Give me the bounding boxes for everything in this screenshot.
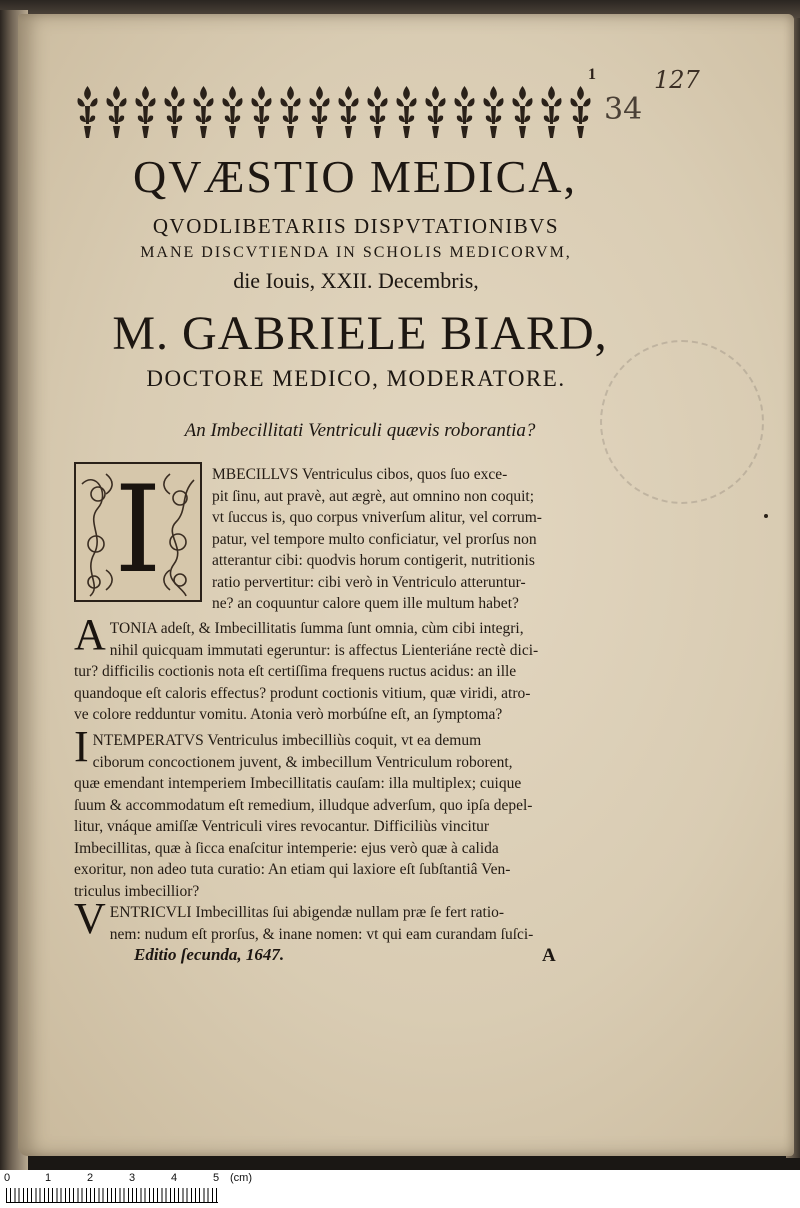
paragraph-imbecillus [212,464,606,615]
paragraph-ventriculi [74,894,606,945]
text-line: nem: nudum eſt prorſus, & inane nomen: vt qui eam curandam ſuſci- [109,925,534,943]
text-line: nihil quicquam immutati egeruntur: is affectus Lienteriáne rectè dici- [109,641,539,659]
text-line: quæ emendant intemperiem Imbecillitatis cauſam: illa multiplex; cuique [74,775,522,792]
text-line: atterantur cibi: quodvis horum contigerit, nutritionis [212,552,535,569]
initial-letter: I [74,722,89,771]
handwritten-signature-number: 34 [604,92,643,127]
title-moderator-name: M. GABRIELE BIARD, [112,307,608,360]
title-mane-discutienda: MANE DISCVTIENDA IN SCHOLIS MEDICORVM, [140,244,572,261]
ruler-labels [0,1172,800,1188]
ruler-label: 4 [171,1172,178,1184]
fleuron-icon [335,84,362,140]
title-quaestio-medica: QVÆSTIO MEDICA, [133,151,577,202]
initial-letter: V [74,894,106,943]
fleuron-icon [451,84,478,140]
fleuron-icon [161,84,188,140]
text-line: triculus imbecillior? [74,882,200,900]
ruler-unit-label: (cm) [230,1172,252,1184]
text-line: ciborum concoctionem juvent, & imbecillum Ventriculum roborent, [92,753,513,771]
fleuron-icon [277,84,304,140]
text-line: MBECILLVS Ventriculus cibos, quos ſuo exce- [212,466,508,483]
text-line: ve colore redduntur vomitu. Atonia verò morbúſne eſt, an ſymptoma? [74,706,503,723]
page-number: 1 [588,66,596,83]
fleuron-icon [393,84,420,140]
ruler-label: 3 [129,1172,136,1184]
text-line: ſuum & accommodatum eſt remedium, illudque adverſum, quo ipſa depel- [74,796,533,814]
title-doctore-medico: DOCTORE MEDICO, MODERATORE. [146,366,566,391]
text-line: ENTRICVLI Imbecillitas ſui abigendæ nullam præ ſe fert ratio- [109,904,505,921]
fleuron-icon [538,84,565,140]
ruler-label: 2 [87,1172,94,1184]
text-line: litur, vnáque amiſſæ Ventriculi vires revocantur. Difficiliùs vincitur [74,818,490,835]
fleuron-icon [103,84,130,140]
fleuron-icon [567,84,594,140]
fleuron-icon [219,84,246,140]
ink-spot [764,514,768,518]
text-line: vt ſuccus is, quo corpus vniverſum alitur, vel corrum- [212,509,542,526]
fleuron-icon [480,84,507,140]
decorated-initial [74,462,202,602]
signature-mark: A [542,945,556,966]
ruler-label: 5 [213,1172,220,1184]
dropcap-letter: I [114,461,162,600]
fleuron-icon [306,84,333,140]
question-heading: An Imbecillitati Ventriculi quævis roborantia? [184,420,536,441]
fleuron-icon [364,84,391,140]
paragraph-intemperatus [74,722,606,902]
handwritten-folio-number: 127 [654,66,700,94]
edition-line: Editio ſecunda, 1647. [134,945,285,964]
fleuron-icon [509,84,536,140]
text-line: pit ſinu, aut pravè, aut ægrè, aut omnino non coquit; [212,487,534,505]
fleuron-icon [132,84,159,140]
ruler-label: 1 [45,1172,52,1184]
fleuron-icon [190,84,217,140]
text-line: NTEMPERATVS Ventriculus imbecilliùs coquit, vt ea demum [92,732,482,749]
fleuron-icon [74,84,101,140]
ruler-label: 0 [4,1172,11,1184]
initial-letter: A [74,610,106,659]
fleuron-icon [248,84,275,140]
text-line: ne? an coquuntur calore quem ille multum habet? [212,595,519,612]
paragraph-atonia [74,610,606,726]
text-line: quandoque eſt caloris effectus? produnt coctionis vitium, quæ viridi, atro- [74,684,531,702]
text-line: exoritur, non adeo tuta curatio: An etiam qui laxiore eſt ſubſtantiâ Ven- [74,861,511,878]
title-quodlibetariis: QVODLIBETARIIS DISPVTATIONIBVS [152,214,560,238]
text-line: patur, vel tempore multo conficiatur, vel prorſus non [212,530,537,548]
text-line: tur? difficilis coctionis nota eſt certiſſima frequens ructus acidus: an ille [74,663,517,680]
scale-ruler [0,1170,800,1208]
text-line: ratio pervertitur: cibi verò in Ventriculo atteruntur- [212,573,526,591]
fleuron-icon [422,84,449,140]
text-line: Imbecillitas, quæ à ſicca enaſcitur intemperie: ejus verò quæ à calida [74,839,499,857]
text-line: TONIA adeſt, & Imbecillitatis ſumma ſunt omnia, cùm cibi integri, [109,620,524,637]
fleuron-ornament-band [74,84,604,140]
ruler-ticks [6,1188,218,1203]
title-date: die Iouis, XXII. Decembris, [233,268,479,293]
